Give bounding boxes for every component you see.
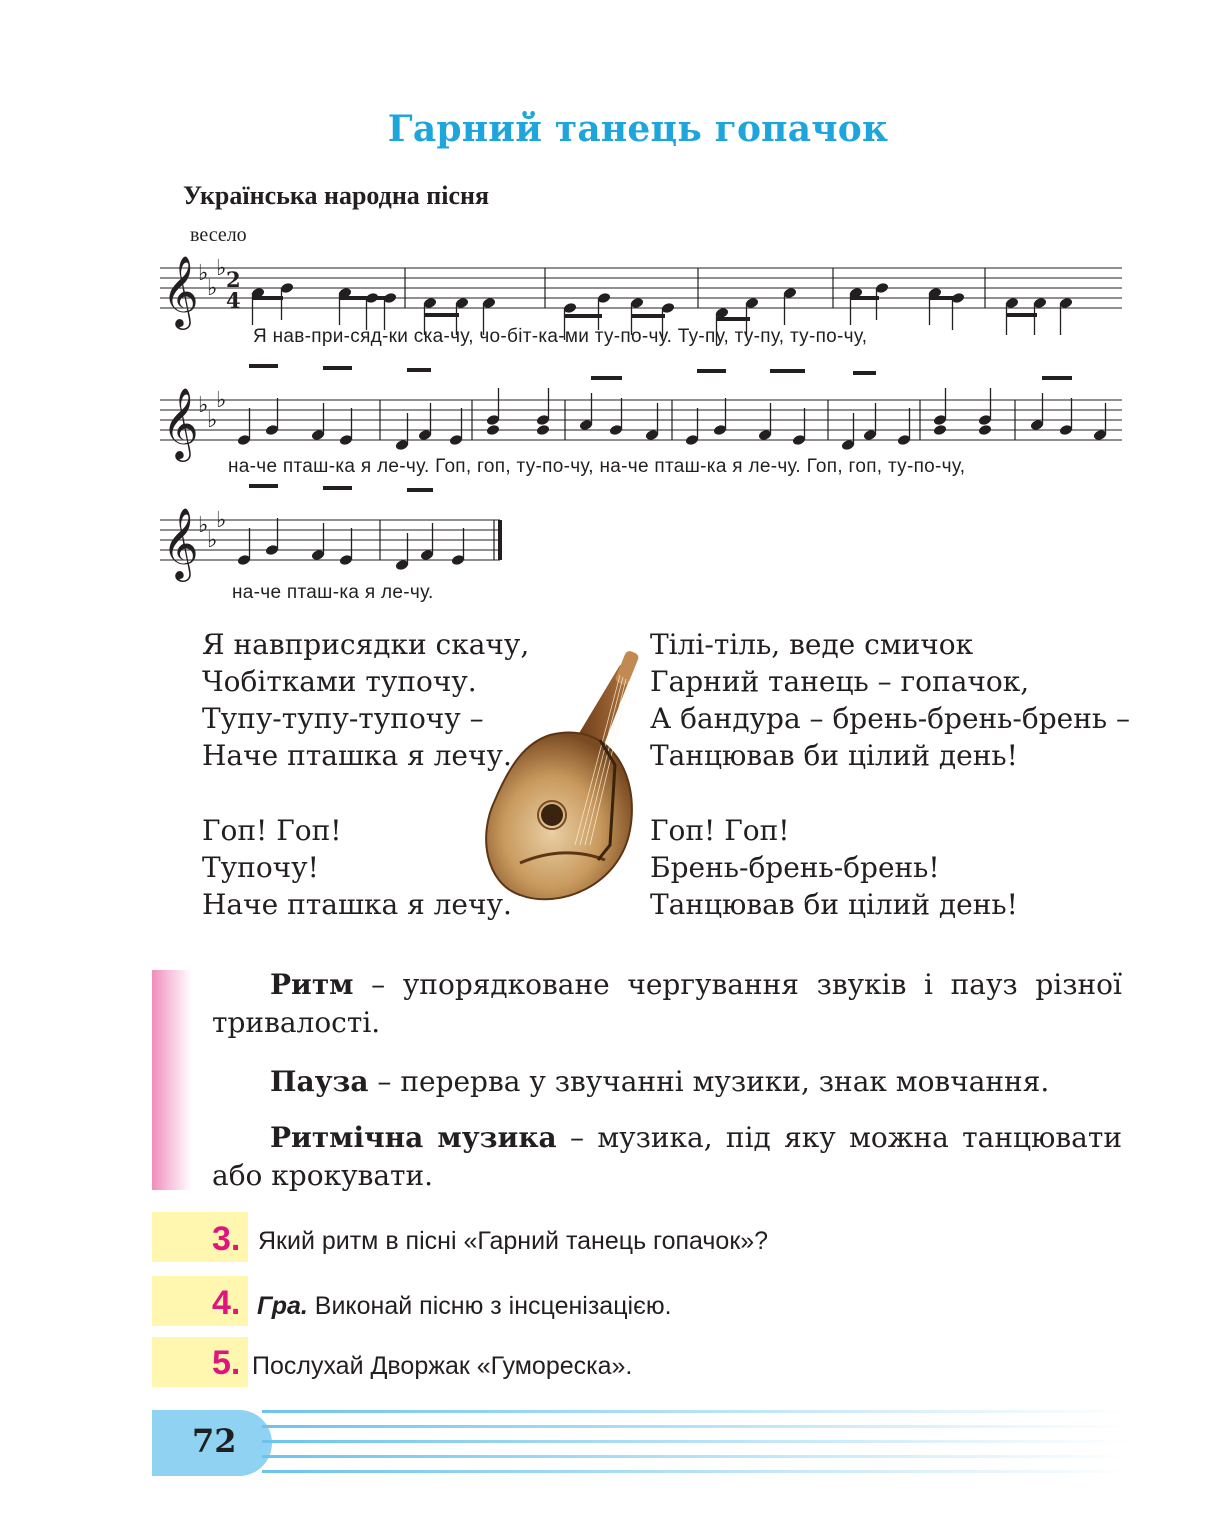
note-beam	[407, 488, 433, 492]
verse-line: Наче пташка я лечу.	[202, 739, 512, 772]
treble-clef-icon: 𝄞	[162, 386, 199, 459]
flat-icon: ♭	[207, 276, 218, 301]
definition-text: – перерва у звучанні музики, знак мовчання.	[368, 1065, 1050, 1098]
tempo-marking: весело	[190, 224, 247, 246]
verse-line: Танцював би цілий день!	[650, 888, 1018, 921]
final-bar-line	[498, 520, 502, 560]
footer-stripes	[262, 1408, 1142, 1480]
note-beam	[1042, 376, 1072, 380]
note-head	[933, 424, 948, 437]
flat-icon: ♭	[216, 256, 227, 281]
question-number: 4.	[212, 1284, 241, 1322]
flat-icon: ♭	[198, 513, 209, 538]
note-beam	[853, 371, 876, 375]
question-5	[252, 1352, 632, 1381]
definition-text: – упорядковане чергування звуків і пауз різної тривалості.	[212, 968, 1122, 1039]
lyrics-line-1: Я нав-при-сяд-ки ска-чу, чо-біт-ка-ми ту-по-чу. Ту-пу, ту-пу, ту-по-чу,	[253, 326, 868, 347]
question-3	[258, 1227, 768, 1256]
definition-rhythmic-music	[212, 1119, 1122, 1195]
note-beam	[631, 314, 665, 318]
note-beam	[424, 313, 459, 317]
question-text: Послухай Дворжак «Гумореска».	[252, 1352, 633, 1380]
definition-term: Пауза	[270, 1065, 369, 1098]
question-label: Гра.	[257, 1292, 308, 1320]
music-score	[0, 0, 1211, 600]
verse-right-2	[650, 812, 1018, 923]
question-text: Який ритм в пісні «Гарний танець гопачок»?	[258, 1227, 769, 1255]
note-head	[536, 424, 551, 437]
definition-term: Ритмічна музика	[270, 1121, 557, 1154]
note-beam	[1006, 313, 1037, 317]
time-signature-top: 2	[226, 267, 241, 292]
flat-icon: ♭	[207, 528, 218, 553]
note-beam	[323, 366, 352, 370]
note-beam	[564, 314, 602, 318]
page-title: Гарний танець гопачок	[387, 108, 889, 150]
note-beam	[850, 296, 879, 300]
note-beam	[339, 296, 387, 300]
staff-line-2	[160, 364, 1122, 462]
lyrics-line-3: на-че пташ-ка я ле-чу.	[232, 582, 434, 603]
treble-clef-icon: 𝄞	[162, 506, 199, 579]
verse-line: Тупочу!	[202, 851, 319, 884]
note-beam	[252, 296, 283, 300]
flat-icon: ♭	[216, 508, 227, 533]
page-number: 72	[192, 1422, 237, 1460]
question-4	[257, 1292, 672, 1321]
verse-line: Гарний танець – гопачок,	[650, 665, 1030, 698]
flat-icon: ♭	[207, 408, 218, 433]
note-beam	[697, 369, 726, 373]
verse-line: Тупу-тупу-тупочу –	[202, 702, 484, 735]
note-beam	[323, 486, 352, 490]
verse-line: Брень-брень-брень!	[650, 851, 940, 884]
note-beam	[249, 364, 278, 368]
definition-rhythm	[212, 966, 1122, 1042]
note-head	[486, 424, 501, 437]
note-beam	[929, 296, 955, 300]
definition-pause	[212, 1063, 1122, 1101]
verse-line: Гоп! Гоп!	[650, 814, 790, 847]
question-number: 5.	[212, 1344, 241, 1382]
note-beam	[249, 484, 278, 488]
flat-icon: ♭	[198, 393, 209, 418]
definition-text: – музика, під яку можна танцювати або крокувати.	[212, 1121, 1122, 1192]
staff-line-3	[160, 484, 502, 582]
verse-line: А бандура – брень-брень-брень –	[650, 702, 1131, 735]
verse-right-1	[650, 626, 1130, 774]
definition-accent-bar	[152, 970, 192, 1190]
lyrics-line-2: на-че пташ-ка я ле-чу. Гоп, гоп, ту-по-чу, на-че пташ-ка я ле-чу. Гоп, гоп, ту-по-чу,	[228, 456, 966, 477]
question-text: Виконай пісню з інсценізацією.	[307, 1292, 672, 1320]
flat-icon: ♭	[216, 388, 227, 413]
treble-clef-icon: 𝄞	[162, 254, 199, 327]
verse-line: Танцював би цілий день!	[650, 739, 1018, 772]
verse-line: Наче пташка я лечу.	[202, 888, 512, 921]
verse-line: Чобітками тупочу.	[202, 665, 477, 698]
bandura-image	[480, 645, 650, 920]
note-beam	[591, 376, 622, 380]
verse-line: Я навприсядки скачу,	[202, 628, 530, 661]
note-beam	[716, 317, 750, 321]
song-subtitle: Українська народна пісня	[183, 181, 490, 210]
note-head	[978, 424, 993, 437]
verse-left-2	[202, 812, 512, 923]
verse-line: Гоп! Гоп!	[202, 814, 342, 847]
note-beam	[770, 369, 805, 373]
verse-line: Тілі-тіль, веде смичок	[650, 628, 974, 661]
flat-icon: ♭	[198, 261, 209, 286]
question-number: 3.	[212, 1220, 241, 1258]
note-beam	[407, 368, 431, 372]
definition-term: Ритм	[270, 968, 354, 1001]
time-signature-bottom: 4	[226, 288, 241, 313]
